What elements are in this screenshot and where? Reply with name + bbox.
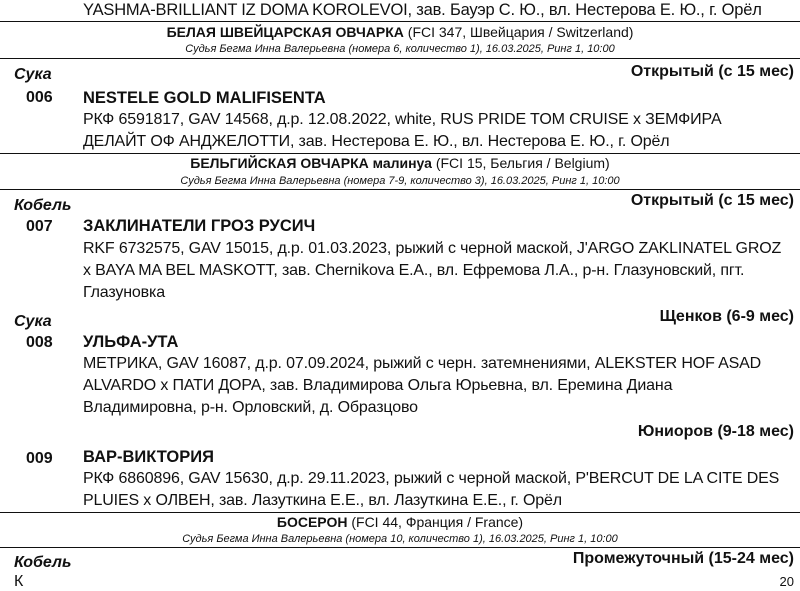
breed-name: БЕЛЬГИЙСКАЯ ОВЧАРКА малинуа xyxy=(190,155,432,171)
breed-heading xyxy=(0,155,800,171)
breed-info: (FCI 15, Бельгия / Belgium) xyxy=(435,155,610,171)
class-label: Промежуточный (15-24 мес) xyxy=(572,550,794,567)
breed-name: БЕЛАЯ ШВЕЙЦАРСКАЯ ОВЧАРКА xyxy=(166,24,404,40)
sex-label: Сука xyxy=(14,66,52,83)
entry-detail-line: РКФ 6591817, GAV 14568, д.р. 12.08.2022, white, RUS PRIDE TOM CRUISE х ЗЕМФИРА xyxy=(83,111,722,128)
entry-detail-line: МЕТРИКА, GAV 16087, д.р. 07.09.2024, рыжий с черн. затемнениями, ALEKSTER HOF ASAD xyxy=(83,355,762,372)
entry-detail-line: RKF 6732575, GAV 15015, д.р. 01.03.2023, рыжий с черной маской, J'ARGO ZAKLINATEL GROZ xyxy=(83,240,782,257)
entry-detail-line: Владимировна, р-н. Орловский, д. Образцово xyxy=(83,399,418,416)
entry-number: 008 xyxy=(26,334,53,351)
divider xyxy=(0,21,800,22)
divider xyxy=(0,189,800,190)
dog-name: NESTELE GOLD MALIFISENTA xyxy=(83,89,326,107)
breed-name: БОСЕРОН xyxy=(276,514,348,530)
entry-detail-line: PLUIES x ОЛВЕН, зав. Лазуткина Е.Е., вл. Лазуткина Е.Е., г. Орёл xyxy=(83,492,562,509)
judge-info: Судья Бегма Инна Валерьевна (номера 6, количество 1), 16.03.2025, Ринг 1, 10:00 xyxy=(185,43,615,55)
dog-name: ЗАКЛИНАТЕЛИ ГРОЗ РУСИЧ xyxy=(83,217,316,235)
sex-label: Сука xyxy=(14,313,52,330)
entry-number: 007 xyxy=(26,218,53,235)
class-label: Юниоров (9-18 мес) xyxy=(637,423,794,440)
sex-label: Кобель xyxy=(14,554,72,571)
entry-detail-line: ALVARDO x ПАТИ ДОРА, зав. Владимирова Ольга Юрьевна, вл. Еремина Диана xyxy=(83,377,673,394)
judge-info: Судья Бегма Инна Валерьевна (номера 7-9, количество 3), 16.03.2025, Ринг 1, 10:00 xyxy=(180,175,620,187)
breed-heading xyxy=(0,514,800,530)
breed-info: (FCI 347, Швейцария / Switzerland) xyxy=(407,24,634,40)
breed-info: (FCI 44, Франция / France) xyxy=(351,514,524,530)
page-number: 20 xyxy=(779,574,794,589)
dog-name: ВАР-ВИКТОРИЯ xyxy=(83,448,214,466)
entry-details xyxy=(83,353,761,419)
entry-detail-line: РКФ 6860896, GAV 15630, д.р. 29.11.2023, рыжий с черной маской, P'BERCUT DE LA CITE DES xyxy=(83,470,780,487)
previous-entry-continuation: YASHMA-BRILLIANT IZ DOMA KOROLEVOI, зав. Бауэр С. Ю., вл. Нестерова Е. Ю., г. Орёл xyxy=(83,1,762,19)
judge-info: Судья Бегма Инна Валерьевна (номера 10, количество 1), 16.03.2025, Ринг 1, 10:00 xyxy=(182,533,618,545)
class-label: Щенков (6-9 мес) xyxy=(659,308,794,325)
entry-number: 006 xyxy=(26,89,53,106)
entry-details xyxy=(83,109,722,153)
entry-number: 009 xyxy=(26,450,53,467)
entry-detail-line: ДЕЛАЙТ ОФ АНДЖЕЛОТТИ, зав. Нестерова Е. Ю., вл. Нестерова Е. Ю., г. Орёл xyxy=(83,133,670,150)
entry-details xyxy=(83,468,779,512)
divider xyxy=(0,153,800,154)
class-label: Открытый (с 15 мес) xyxy=(630,192,794,209)
divider xyxy=(0,547,800,548)
cut-off-text: К xyxy=(14,573,24,590)
entry-details xyxy=(83,238,781,304)
entry-detail-line: Глазуновка xyxy=(83,284,165,301)
dog-name: УЛЬФА-УТА xyxy=(83,333,179,351)
breed-heading xyxy=(0,24,800,40)
sex-label: Кобель xyxy=(14,197,72,214)
divider xyxy=(0,512,800,513)
divider xyxy=(0,58,800,59)
entry-detail-line: x BAYA MA BEL MASKOTT, зав. Chernikova E.A., вл. Ефремова Л.А., р-н. Глазуновский, пгт. xyxy=(83,262,745,279)
class-label: Открытый (с 15 мес) xyxy=(630,63,794,80)
